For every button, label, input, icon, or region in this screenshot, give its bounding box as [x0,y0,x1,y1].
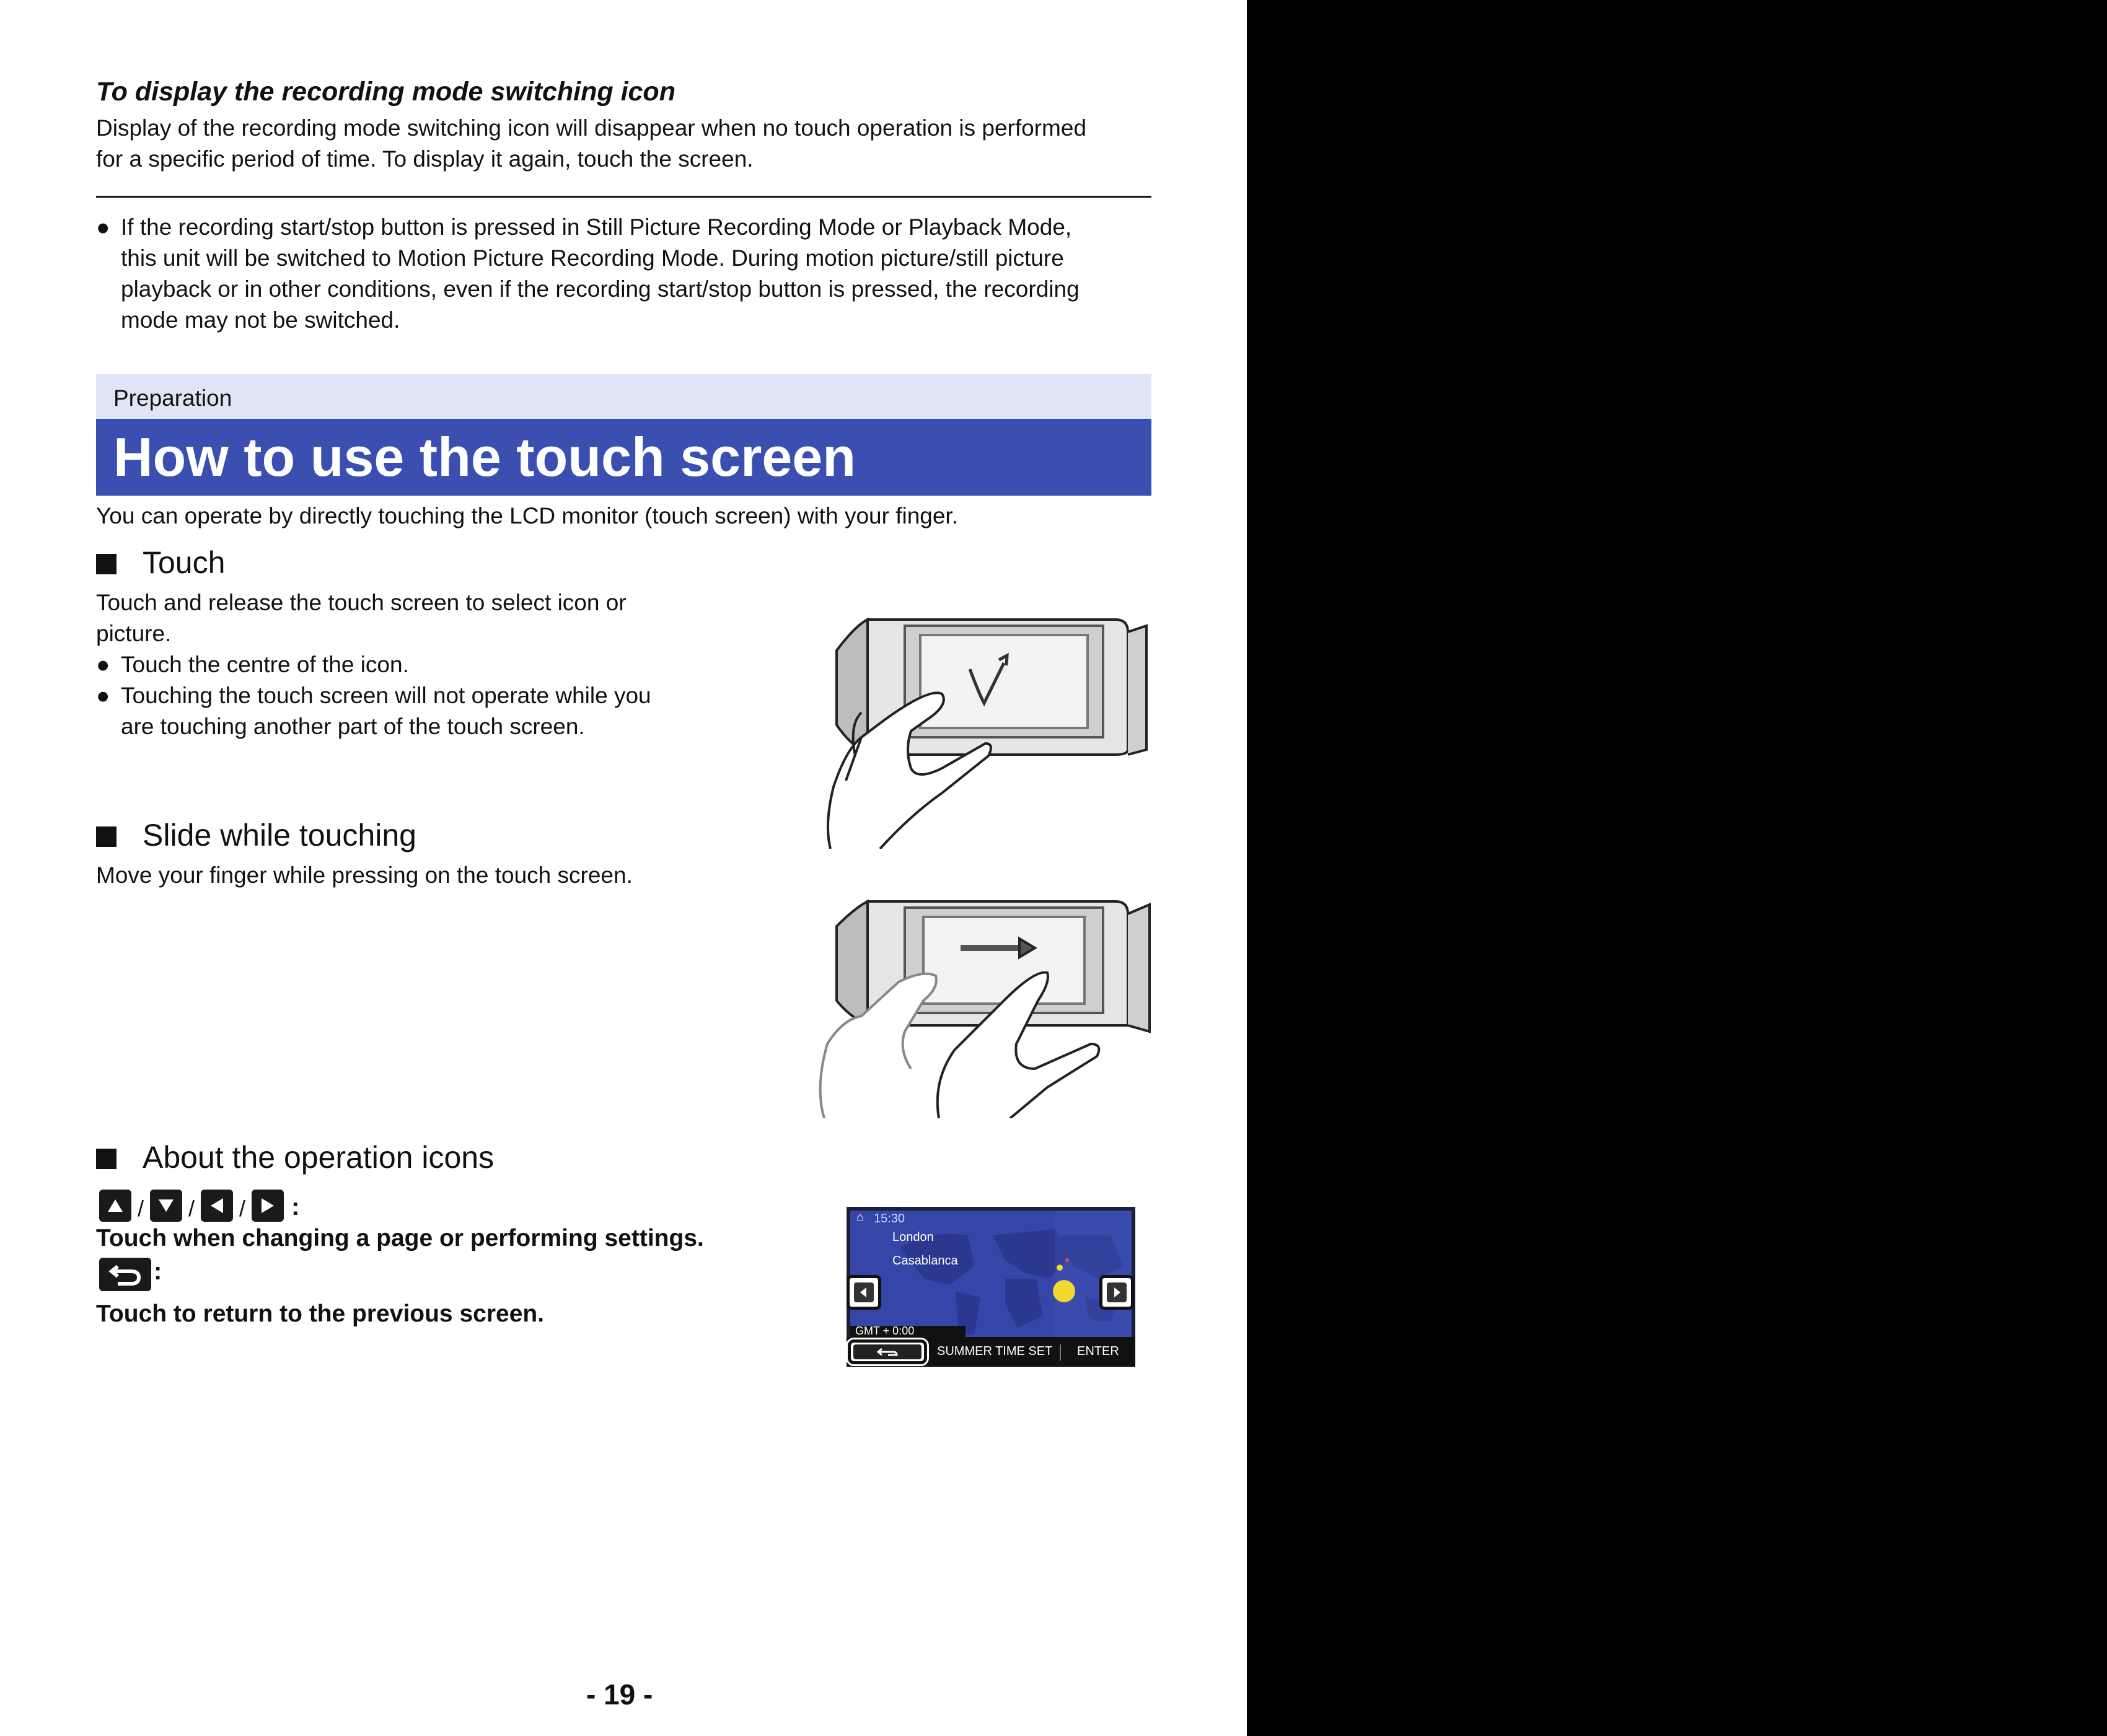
touch-bullet-2 [96,680,778,742]
touch-bullet-text: Touch the centre of the icon. [121,652,409,677]
lcd-left-button[interactable] [847,1275,881,1310]
separator: / [239,1196,246,1221]
lcd-bottom-bar [847,1337,1135,1367]
section-intro: You can operate by directly touching the LCD monitor (touch screen) with your finger. [96,503,958,528]
square-bullet-icon [96,826,117,847]
touch-heading-text: Touch [143,545,226,580]
lcd-screenshot [847,1207,1135,1367]
up-arrow-icon [99,1190,131,1222]
slide-heading-text: Slide while touching [143,818,416,853]
square-bullet-icon [96,1149,117,1169]
lcd-right-button[interactable] [1099,1275,1134,1310]
lcd-time: 15:30 [874,1212,905,1225]
touch-bullet-1 [96,649,778,680]
tip-line-1: Display of the recording mode switching icon will disappear when no touch operation is performed [96,115,1087,141]
slide-heading [96,817,416,854]
bullet-dot: ● [96,652,110,677]
separator: / [138,1196,144,1221]
note-line: playback or in other conditions, even if the recording start/stop button is pressed, the recording [121,276,1080,302]
preparation-bar [96,374,1151,419]
title-bar [96,419,1151,496]
page-title: How to use the touch screen [113,426,856,488]
return-icon [99,1258,151,1291]
note-line: If the recording start/stop button is pressed in Still Picture Recording Mode or Playback Mode, [121,214,1072,240]
divider [96,196,1151,198]
icons-line-2: Touch to return to the previous screen. [96,1300,545,1327]
right-arrow-icon [252,1190,284,1222]
icons-heading-text: About the operation icons [143,1140,495,1175]
icons-line-1: Touch when changing a page or performing settings. [96,1225,704,1252]
down-arrow-icon [150,1190,182,1222]
preparation-label: Preparation [113,385,232,411]
separator: / [188,1196,195,1221]
lcd-city-1: London [892,1230,934,1244]
note-bullet [96,212,1162,342]
icons-heading [96,1139,494,1176]
lcd-return-button[interactable] [848,1339,927,1364]
lcd-gmt-bar [850,1326,966,1338]
colon: : [154,1258,162,1285]
tip-line-2: for a specific period of time. To display it again, touch the screen. [96,146,754,172]
touch-line-1: Touch and release the touch screen to select icon or [96,590,627,615]
bullet-dot: ● [96,214,110,240]
touch-bullet-text: Touching the touch screen will not operate while you [121,683,651,708]
touch-bullet-text: are touching another part of the touch screen. [121,714,585,739]
touch-illustration [818,601,1153,849]
note-line: mode may not be switched. [121,307,400,333]
lcd-summer-time-button[interactable]: SUMMER TIME SET [937,1344,1053,1358]
lcd-city-2: Casablanca [892,1254,958,1268]
slide-illustration [812,883,1153,1118]
lcd-home-icon: ⌂ [856,1211,864,1224]
lcd-enter-button[interactable]: ENTER [1077,1344,1119,1358]
colon: : [291,1193,300,1221]
square-bullet-icon [96,554,117,574]
touch-heading [96,544,225,581]
touch-line-2: picture. [96,621,172,646]
bullet-dot: ● [96,683,110,708]
lcd-divider [1060,1344,1061,1361]
tip-heading: To display the recording mode switching icon [96,77,675,107]
slide-line-1: Move your finger while pressing on the touch screen. [96,862,633,888]
left-arrow-icon [201,1190,233,1222]
note-line: this unit will be switched to Motion Picture Recording Mode. During motion picture/still picture [121,245,1064,271]
page-number: - 19 - [586,1678,653,1711]
lcd-gmt: GMT + 0:00 [855,1325,915,1337]
